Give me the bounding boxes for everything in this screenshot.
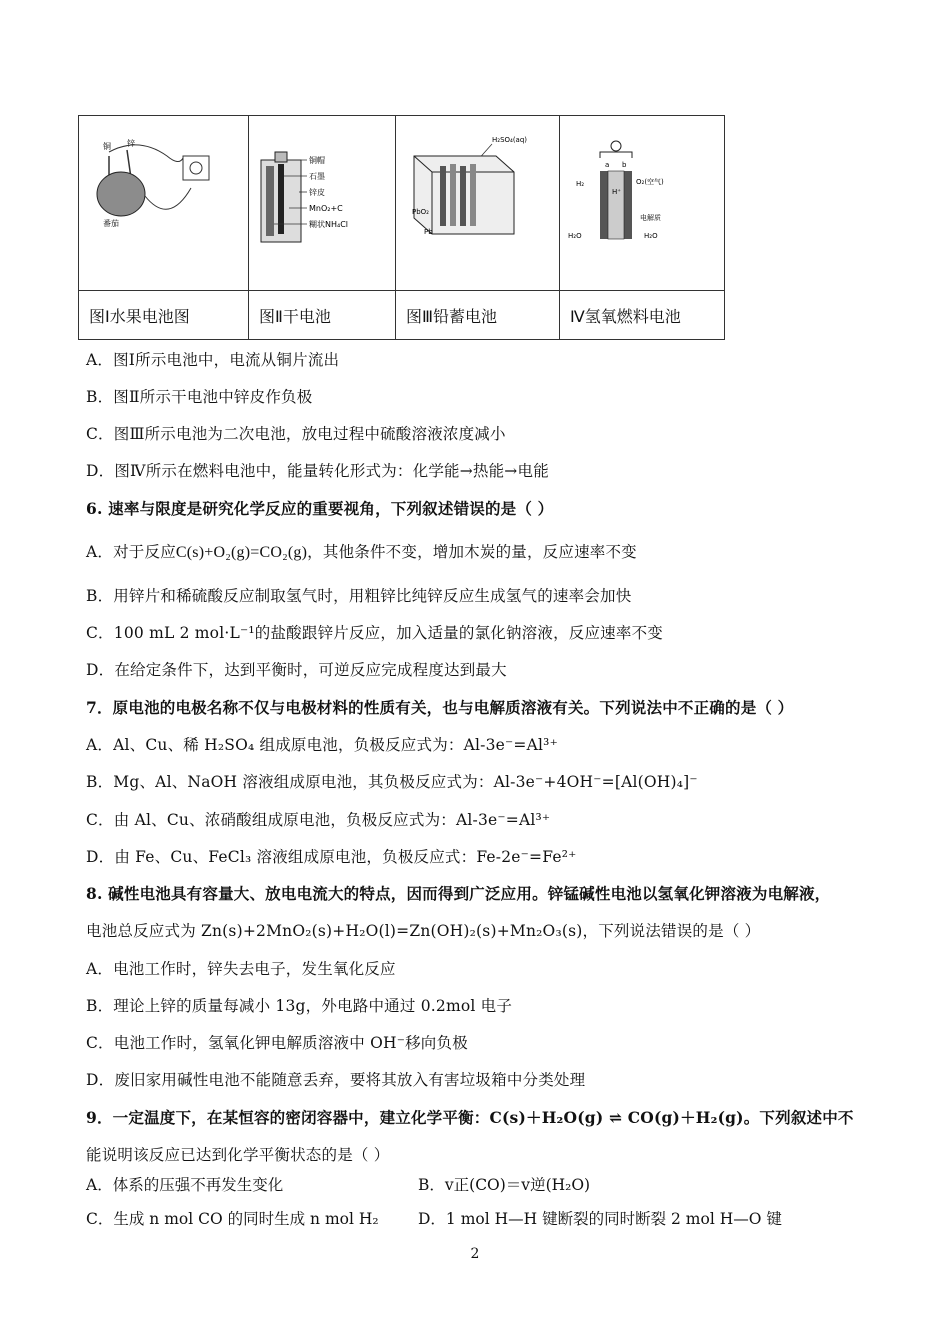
dry-battery-diagram: [249, 116, 395, 286]
fig4-b-label: b: [622, 161, 627, 169]
q9-stem-line2: 能说明该反应已达到化学平衡状态的是（ ）: [86, 1146, 390, 1164]
q5-option-d: D．图Ⅳ所示在燃料电池中，能量转化形式为：化学能→热能→电能: [86, 462, 549, 480]
fig3-cell: [396, 116, 560, 291]
fig4-electrolyte-label: 电解质: [640, 214, 661, 222]
fig4-h2o-left-label: H₂O: [568, 232, 582, 240]
q6-option-c: C．100 mL 2 mol·L⁻¹的盐酸跟锌片反应，加入适量的氯化钠溶液，反应速率不变: [86, 624, 663, 642]
lead-battery-diagram: [396, 116, 559, 286]
fig3-caption: 图Ⅲ铅蓄电池: [396, 291, 560, 340]
fig4-h2-label: H₂: [576, 180, 585, 188]
fig1-cell: [79, 116, 249, 291]
fig4-h2o-right-label: H₂O: [644, 232, 658, 240]
fig2-caption: 图Ⅱ干电池: [249, 291, 396, 340]
fig4-cell: [560, 116, 725, 291]
q9-option-d: D．1 mol H—H 键断裂的同时断裂 2 mol H—O 键: [418, 1210, 782, 1228]
q5-option-b: B．图Ⅱ所示干电池中锌皮作负极: [86, 388, 313, 406]
fig4-a-label: a: [605, 161, 610, 169]
q6-option-a-suffix: ，其他条件不变，增加木炭的量，反应速率不变: [307, 543, 637, 561]
q6-option-a-equation: C(s)+O₂(g)=CO₂(g): [175, 544, 308, 561]
q6-stem: 6. 速率与限度是研究化学反应的重要视角，下列叙述错误的是（ ）: [86, 499, 554, 518]
q7-option-d: D．由 Fe、Cu、FeCl₃ 溶液组成原电池，负极反应式：Fe-2e⁻=Fe²⁺: [86, 848, 577, 866]
q8-option-b: B．理论上锌的质量每减小 13g，外电路中通过 0.2mol 电子: [86, 997, 513, 1015]
page-number: 2: [470, 1246, 480, 1262]
q9-option-b: B．v正(CO)＝v逆(H₂O): [418, 1176, 591, 1194]
fig3-pbo2-label: PbO₂: [412, 208, 429, 216]
q8-option-a: A．电池工作时，锌失去电子，发生氧化反应: [86, 960, 396, 978]
q8-stem-line2: 电池总反应式为 Zn(s)+2MnO₂(s)+H₂O(l)=Zn(OH)₂(s)+Mn₂O₃(s)，下列说法错误的是（ ）: [86, 922, 761, 940]
q7-option-c: C．由 Al、Cu、浓硝酸组成原电池，负极反应式为：Al-3e⁻=Al³⁺: [86, 811, 551, 829]
fig4-o2-label: O₂(空气): [636, 178, 664, 186]
fig4-hplus-label: H⁺: [612, 188, 621, 196]
fig3-pb-label: Pb: [424, 228, 433, 236]
fig3-acid-label: H₂SO₄(aq): [492, 136, 528, 144]
q6-option-a-prefix: A．对于反应: [86, 543, 176, 561]
fuel-cell-diagram: [560, 116, 724, 286]
fig2-label-mno2: MnO₂+C: [309, 204, 343, 213]
fig1-copper-label: 铜: [103, 142, 111, 151]
q6-option-a: [86, 540, 637, 562]
fig1-caption: 图Ⅰ水果电池图: [79, 291, 249, 340]
fig2-label-zinc-shell: 锌皮: [309, 188, 325, 197]
q7-option-a: A．Al、Cu、稀 H₂SO₄ 组成原电池，负极反应式为：Al-3e⁻=Al³⁺: [86, 736, 558, 754]
q6-option-d: D．在给定条件下，达到平衡时，可逆反应完成程度达到最大: [86, 661, 507, 679]
battery-figure-table: [78, 115, 725, 340]
fig4-caption: Ⅳ氢氧燃料电池: [560, 291, 725, 340]
q7-stem: 7．原电池的电极名称不仅与电极材料的性质有关，也与电解质溶液有关。下列说法中不正确的是（ ）: [86, 698, 794, 717]
fig1-zinc-label: 锌: [127, 139, 135, 148]
fig2-cell: [249, 116, 396, 291]
q8-stem-line1: 8. 碱性电池具有容量大、放电电流大的特点，因而得到广泛应用。锌锰碱性电池以氢氧化钾溶液为电解液，: [86, 884, 831, 903]
q5-option-a: A．图Ⅰ所示电池中，电流从铜片流出: [86, 351, 340, 369]
fruit-battery-diagram: [79, 116, 248, 286]
fig2-label-nh4cl: 糊状NH₄Cl: [309, 220, 349, 229]
q5-option-c: C．图Ⅲ所示电池为二次电池，放电过程中硫酸溶液浓度减小: [86, 425, 506, 443]
q9-stem-line1: 9．一定温度下，在某恒容的密闭容器中，建立化学平衡：C(s)＋H₂O(g) ⇌ CO(g)＋H₂(g)。下列叙述中不: [86, 1108, 854, 1127]
fig2-label-copper-cap: 铜帽: [309, 156, 325, 165]
q8-option-c: C．电池工作时，氢氧化钾电解质溶液中 OH⁻移向负极: [86, 1034, 468, 1052]
fig1-tomato-label: 番茄: [103, 219, 119, 228]
q8-option-d: D．废旧家用碱性电池不能随意丢弃，要将其放入有害垃圾箱中分类处理: [86, 1071, 586, 1089]
q9-option-c: C．生成 n mol CO 的同时生成 n mol H₂: [86, 1210, 379, 1228]
q6-option-b: B．用锌片和稀硫酸反应制取氢气时，用粗锌比纯锌反应生成氢气的速率会加快: [86, 587, 632, 605]
q9-option-a: A．体系的压强不再发生变化: [86, 1176, 284, 1194]
q7-option-b: B．Mg、Al、NaOH 溶液组成原电池，其负极反应式为：Al-3e⁻+4OH⁻=[Al(OH)₄]⁻: [86, 773, 698, 791]
fig2-label-graphite: 石墨: [309, 172, 325, 181]
